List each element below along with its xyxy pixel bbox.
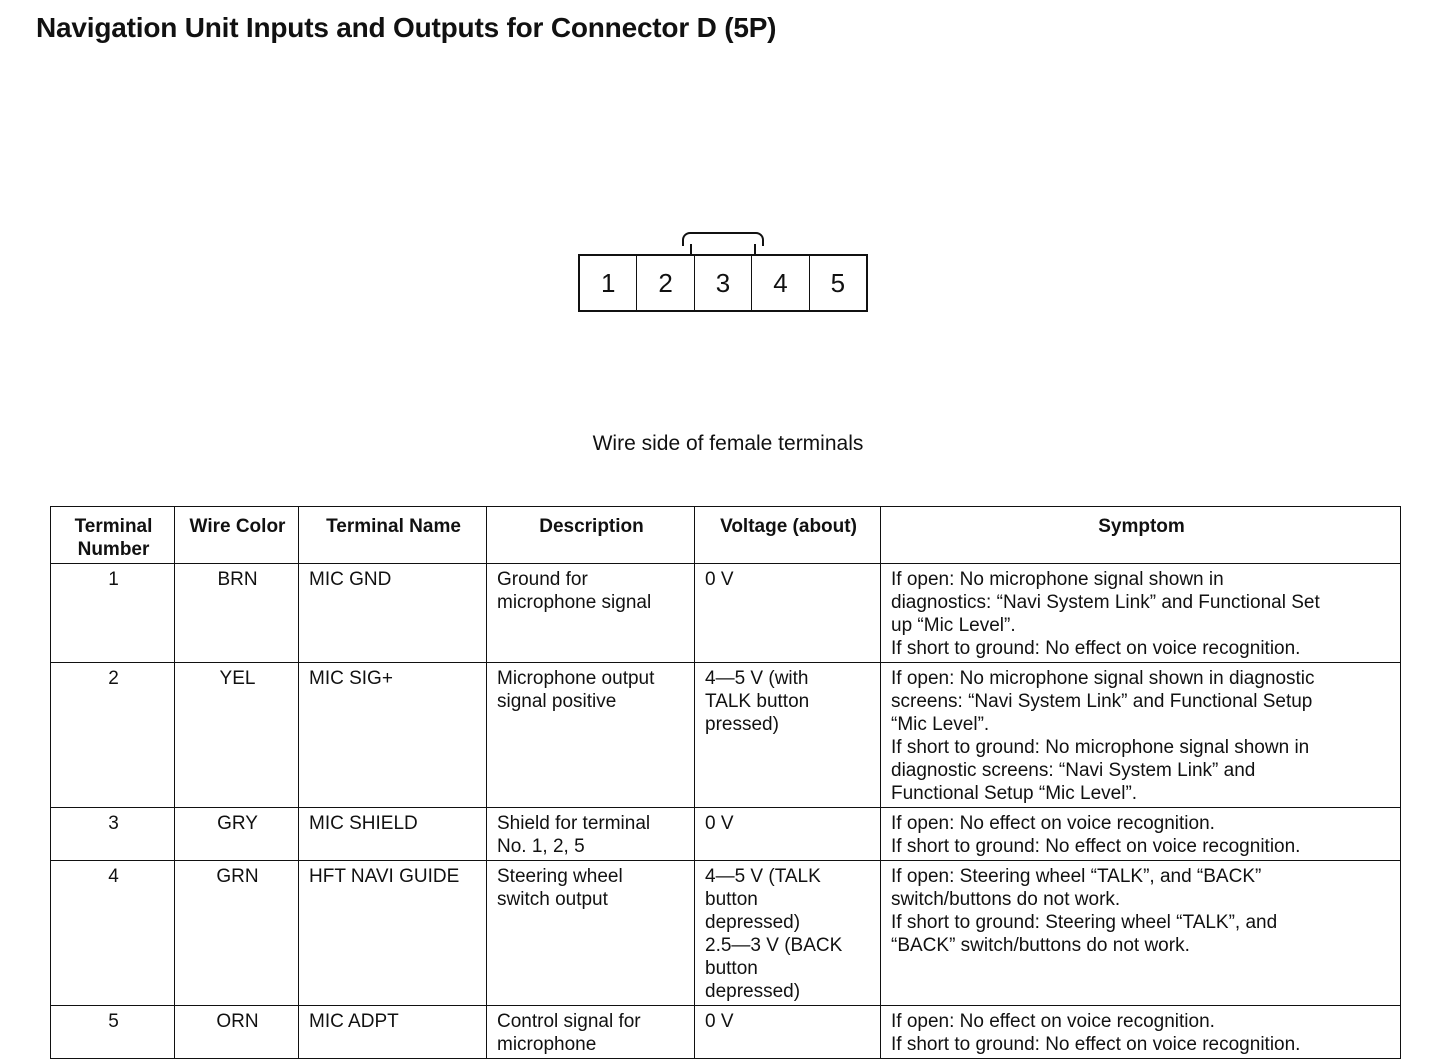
- voltage-cell: 4—5 V (TALK button depressed) 2.5—3 V (BACK button depressed): [695, 861, 881, 1006]
- terminal-number-cell: 3: [51, 808, 175, 861]
- header-wire-color: Wire Color: [175, 507, 299, 564]
- voltage-cell: 0 V: [695, 808, 881, 861]
- description-cell: Microphone output signal positive: [487, 663, 695, 808]
- table-row: [51, 1006, 1401, 1059]
- voltage-cell: 0 V: [695, 564, 881, 663]
- symptom-cell: If open: No microphone signal shown in diagnostics: “Navi System Link” and Functional Set up “Mic Level”. If short to ground: No effect on voice recognition.: [881, 564, 1401, 663]
- terminal-number-cell: 2: [51, 663, 175, 808]
- connector-pin-5: 5: [830, 267, 846, 298]
- wire-color-cell: YEL: [175, 663, 299, 808]
- header-voltage: Voltage (about): [695, 507, 881, 564]
- symptom-cell: If open: No effect on voice recognition. If short to ground: No effect on voice recognition.: [881, 1006, 1401, 1059]
- terminal-number-cell: 5: [51, 1006, 175, 1059]
- connector-pin-3: 3: [695, 256, 752, 310]
- header-description: Description: [487, 507, 695, 564]
- description-cell: Steering wheel switch output: [487, 861, 695, 1006]
- connector-pin-4: 4: [752, 256, 809, 310]
- description-cell: Shield for terminal No. 1, 2, 5: [487, 808, 695, 861]
- wire-color-cell: BRN: [175, 564, 299, 663]
- header-symptom: Symptom: [881, 507, 1401, 564]
- connector-pin-2: 2: [637, 256, 694, 310]
- description-cell: Ground for microphone signal: [487, 564, 695, 663]
- header-terminal-name: Terminal Name: [299, 507, 487, 564]
- connector-pin-1: 1: [580, 256, 637, 310]
- terminal-name-cell: MIC GND: [299, 564, 487, 663]
- terminal-name-cell: HFT NAVI GUIDE: [299, 861, 487, 1006]
- terminal-name-cell: MIC SHIELD: [299, 808, 487, 861]
- header-terminal-number: Terminal Number: [51, 507, 175, 564]
- terminal-number-cell: 4: [51, 861, 175, 1006]
- symptom-cell: If open: No effect on voice recognition. If short to ground: No effect on voice recognition.: [881, 808, 1401, 861]
- wire-color-cell: GRN: [175, 861, 299, 1006]
- terminal-name-cell: MIC ADPT: [299, 1006, 487, 1059]
- symptom-cell: If open: Steering wheel “TALK”, and “BACK” switch/buttons do not work. If short to ground: Steering wheel “TALK”, and “BACK” switch/buttons do not work.: [881, 861, 1401, 1006]
- wire-color-cell: GRY: [175, 808, 299, 861]
- table-header-row: [51, 507, 1401, 564]
- wire-color-cell: ORN: [175, 1006, 299, 1059]
- voltage-cell: 4—5 V (with TALK button pressed): [695, 663, 881, 808]
- table-row: [51, 808, 1401, 861]
- voltage-cell: 0 V: [695, 1006, 881, 1059]
- connector-latch-foot: [690, 244, 756, 254]
- terminal-name-cell: MIC SIG+: [299, 663, 487, 808]
- terminal-number-cell: 1: [51, 564, 175, 663]
- table-row: [51, 564, 1401, 663]
- table-row: [51, 663, 1401, 808]
- table-row: [51, 861, 1401, 1006]
- connector-diagram: [578, 232, 870, 314]
- terminal-table: [50, 506, 1401, 1059]
- description-cell: Control signal for microphone: [487, 1006, 695, 1059]
- symptom-cell: If open: No microphone signal shown in diagnostic screens: “Navi System Link” and Functional Setup “Mic Level”. If short to ground: No microphone signal shown in diagnostic screens: “Navi System Link” and Functional Setup “Mic Level”.: [881, 663, 1401, 808]
- page-title: Navigation Unit Inputs and Outputs for Connector D (5P): [36, 12, 777, 43]
- connector-caption: Wire side of female terminals: [592, 432, 864, 455]
- connector-body: [578, 254, 868, 312]
